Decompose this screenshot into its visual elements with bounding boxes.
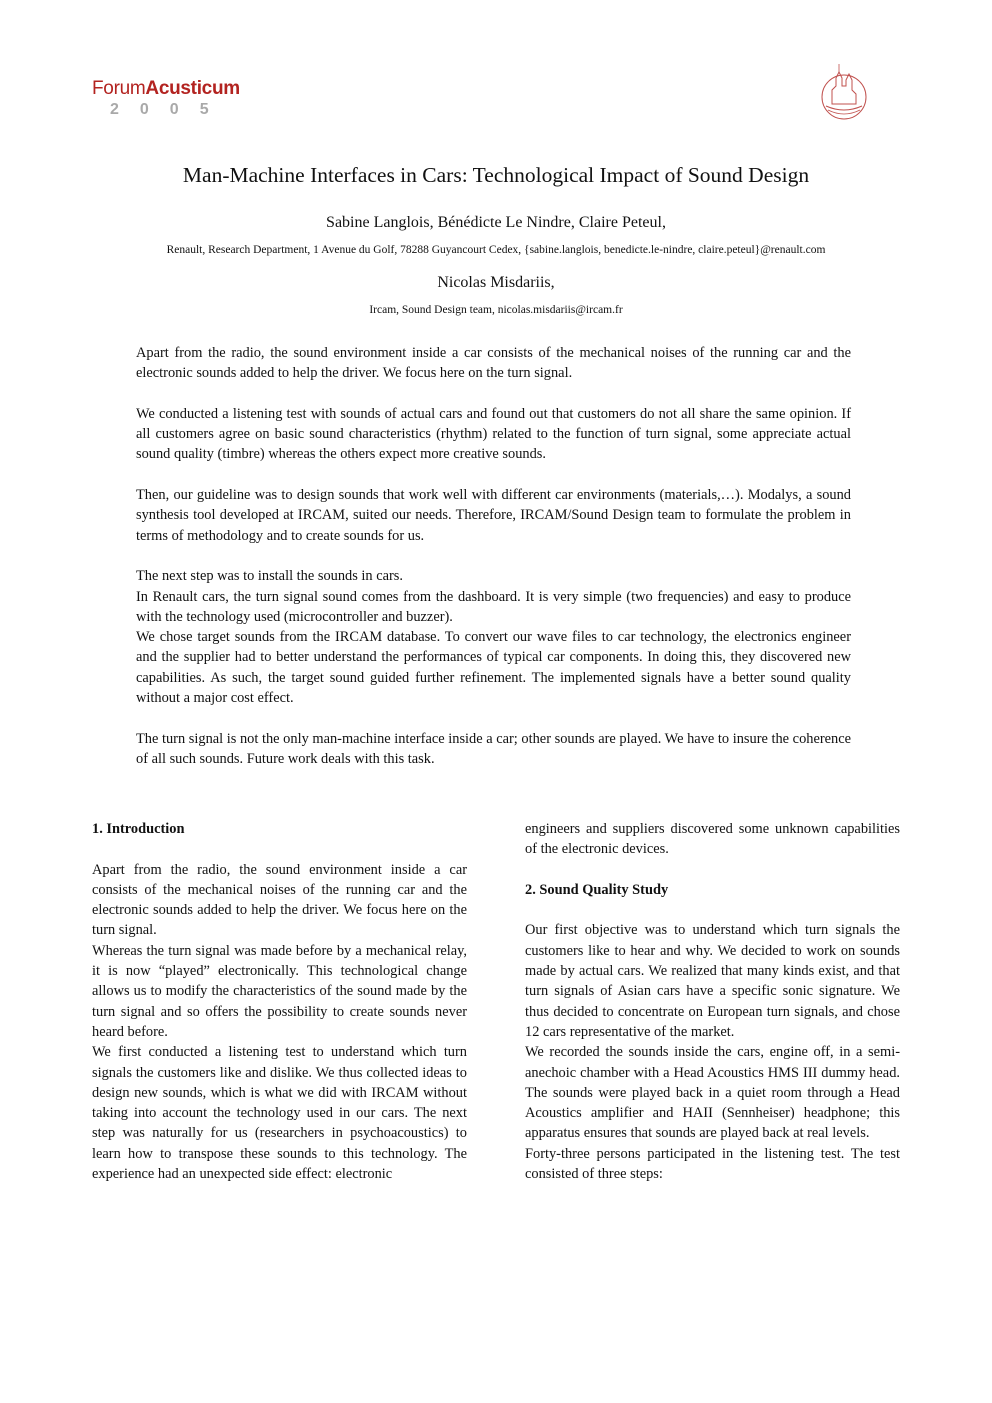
body-paragraph: Whereas the turn signal was made before by a mechanical relay, it is now “played” electronically. This technological change allows us to modify the characteristics of the sound made by the turn signal and so offers the possibility to create sounds never heard before. (92, 942, 467, 1040)
abstract-paragraph: We conducted a listening test with sounds of actual cars and found out that customers do not all share the same opinion. If all customers agree on basic sound characteristics (rhythm) related to the function of turn signal, some appreciate actual sound quality (timbre) whereas the others expect more creative sounds. (136, 405, 851, 463)
abstract-paragraph: Then, our guideline was to design sounds that work well with different car environments (materials,…). Modalys, a sound synthesis tool developed at IRCAM, suited our needs. Therefore, IRCAM/Sound Design team to formulate the problem in terms of methodology and to create sounds for us. (136, 487, 851, 544)
paper-title: Man-Machine Interfaces in Cars: Technological Impact of Sound Design (182, 163, 810, 187)
abstract-line: The next step was to install the sounds in cars. (136, 568, 403, 585)
logo-forum-text: Forum (92, 78, 146, 99)
body-paragraph: We first conducted a listening test to understand which turn signals the customers like and dislike. We thus collected ideas to design new sounds, which is what we did with IRCAM without taking into account the technology used in our cars. The next step was naturally for us (researchers in psychoacoustics) to learn how to transpose these sounds to this technology. The experience had an unexpected side effect: electronic (92, 1044, 467, 1183)
section-heading: 1. Introduction (92, 821, 185, 837)
abstract-line: We chose target sounds from the IRCAM database. To convert our wave files to car technology, the electronics engineer and the supplier had to better understand the performances of typical car components. In doing this, they discovered new capabilities. As such, the target sound guided further refinement. The implemented signals have a better sound quality without a major cost effect. (136, 629, 851, 707)
abstract-paragraph-group (136, 566, 851, 708)
authors-renault: Sabine Langlois, Bénédicte Le Nindre, Claire Peteul, (326, 214, 666, 231)
abstract-line: In Renault cars, the turn signal sound comes from the dashboard. It is very simple (two frequencies) and easy to produce with the technology used (microcontroller and buzzer). (136, 588, 851, 625)
authors-ircam: Nicolas Misdariis, (437, 274, 555, 291)
section-heading: 2. Sound Quality Study (525, 881, 669, 898)
body-paragraph: Apart from the radio, the sound environment inside a car consists of the mechanical noises of the running car and the electronic sounds added to help the driver. We focus here on the turn signal. (92, 861, 467, 939)
logo-year: 2005 (110, 101, 230, 118)
logo-acusticum-text: Acusticum (145, 78, 240, 99)
conference-logo (92, 78, 262, 128)
body-paragraph: engineers and suppliers discovered some unknown capabilities of the electronic devices. (525, 821, 900, 858)
abstract-paragraph: Apart from the radio, the sound environment inside a car consists of the mechanical noises of the running car and the electronic sounds added to help the driver. We focus here on the turn signal. (136, 345, 851, 382)
affiliation-ircam: Ircam, Sound Design team, nicolas.misdariis@ircam.fr (369, 304, 623, 316)
body-paragraph: We recorded the sounds inside the cars, engine off, in a semi-anechoic chamber with a Head Acoustics HMS III dummy head. The sounds were played back in a quiet room through a Head Acoustics amplifier and HAII (Sennheiser) headphone; this apparatus ensures that sounds are played back at real levels. (525, 1044, 900, 1142)
forum-acusticum-seal-icon (818, 60, 870, 122)
logo-wordmark (92, 78, 262, 100)
body-paragraph: Our first objective was to understand which turn signals the customers like to hear and why. We decided to work on sounds made by actual cars. We realized that many kinds exist, and that turn signals of Asian cars have a specific sonic signature. We thus decided to concentrate on European turn signals, and chose 12 cars representative of the market. (525, 922, 900, 1040)
left-column (92, 819, 467, 1184)
body-paragraph: Forty-three persons participated in the listening test. The test consisted of three steps: (525, 1145, 900, 1183)
right-column (525, 819, 900, 1184)
affiliation-renault: Renault, Research Department, 1 Avenue du Golf, 78288 Guyancourt Cedex, {sabine.langlois, benedicte.le-nindre, claire.peteul}@renault.com (166, 244, 826, 256)
abstract (136, 343, 851, 790)
abstract-paragraph: The turn signal is not the only man-machine interface inside a car; other sounds are played. We have to insure the coherence of all such sounds. Future work deals with this task. (136, 730, 851, 767)
